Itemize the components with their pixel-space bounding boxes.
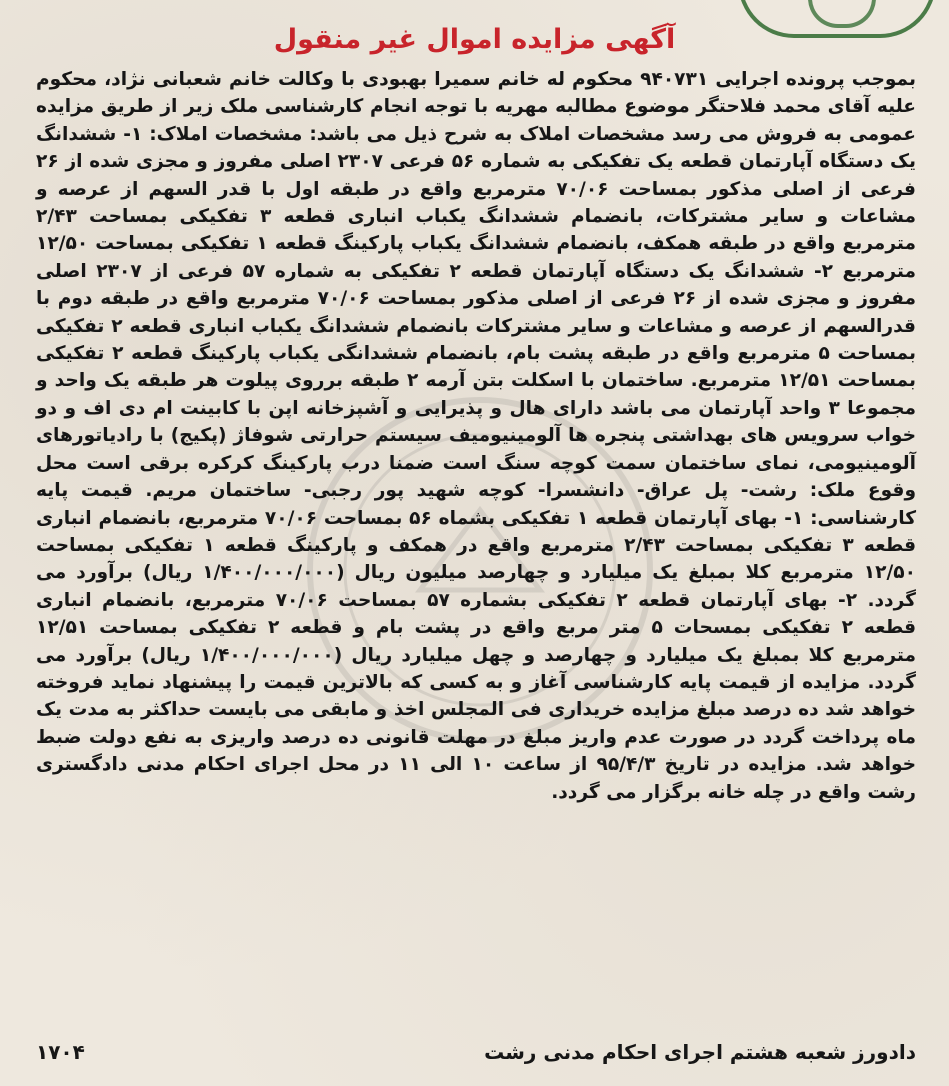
notice-footer bbox=[36, 1034, 916, 1070]
notice-title: آگهی مزایده اموال غیر منقول bbox=[273, 24, 676, 55]
notice-body: بموجب پرونده اجرایی ۹۴۰۷۳۱ محکوم له خانم سمیرا بهبودی با وکالت خانم شعبانی نژاد، محکوم علیه آقای محمد فلاحتگر موضوع مطالبه مهریه با توجه انجام کارشناسی ملک زیر از طریق مزایده عمومی به فروش می رسد مشخصات املاک به شرح ذیل می باشد: مشخصات املاک: ۱- ششدانگ یک دستگاه آپارتمان قطعه یک تفکیکی به شماره ۵۶ فرعی ۲۳۰۷ اصلی مفروز و مجزی شده از ۲۶ فرعی از اصلی مذکور بمساحت ۷۰/۰۶ مترمربع واقع در طبقه اول با قدر السهم از عرصه و مشاعات و سایر مشترکات، بانضمام ششدانگ یکباب انباری قطعه ۳ تفکیکی بمساحت ۲/۴۳ مترمربع واقع در طبقه همکف، بانضمام ششدانگ یکباب پارکینگ قطعه ۱ تفکیکی بمساحت ۱۲/۵۰ مترمربع ۲- ششدانگ یک دستگاه آپارتمان قطعه ۲ تفکیکی به شماره ۵۷ فرعی از ۲۳۰۷ اصلی مفروز و مجزی شده از ۲۶ فرعی از اصلی مذکور بمساحت ۷۰/۰۶ مترمربع واقع در طبقه دوم با قدرالسهم از عرصه و مشاعات و سایر مشترکات بانضمام ششدانگ یکباب انباری قطعه ۲ تفکیکی بمساحت ۵ مترمربع واقع در طبقه پشت بام، بانضمام ششدانگی یکباب پارکینگ قطعه ۲ تفکیکی بمساحت ۱۲/۵۱ مترمربع. ساختمان با اسکلت بتن آرمه ۲ طبقه برروی پیلوت هر طبقه یک واحد و مجموعا ۳ واحد آپارتمان می باشد دارای هال و پذیرایی و آشپزخانه اپن با کابینت ام دی اف و دو خواب سرویس های بهداشتی پنجره ها آلومینیومیف سیستم حرارتی شوفاژ (پکیج) با رادیاتورهای آلومینیومی، نمای ساختمان سمت کوچه سنگ است ضمنا درب پارکینگ کرکره برقی است محل وقوع ملک: رشت- پل عراق- دانشسرا- کوچه شهید پور رجبی- ساختمان مریم. قیمت پایه کارشناسی: ۱- بهای آپارتمان قطعه ۱ تفکیکی بشماه ۵۶ بمساحت ۷۰/۰۶ مترمربع، بانضمام انباری قطعه ۳ تفکیکی بمساحت ۲/۴۳ مترمربع واقع در همکف و پارکینگ قطعه ۱ تفکیکی بمساحت ۱۲/۵۰ مترمربع کلا بمبلغ یک میلیارد و چهارصد میلیون ریال (۱/۴۰۰/۰۰۰/۰۰۰ ریال) برآورد می گردد. ۲- بهای آپارتمان قطعه ۲ تفکیکی بشماره ۵۷ بمساحت ۷۰/۰۶ مترمربع، بانضمام انباری قطعه ۲ تفکیکی بمسحات ۵ متر مربع واقع در پشت بام و قطعه ۲ تفکیکی بمساحت ۱۲/۵۱ مترمربع کلا بمبلغ یک میلیارد و چهارصد و چهل میلیارد ریال (۱/۴۰۰/۰۰۰/۰۰۰ ریال) برآورد می گردد. مزایده از قیمت پایه کارشناسی آغاز و به کسی که بالاترین قیمت را پیشنهاد نماید فروخته خواهد شد ده درصد مبلغ مزایده خریداری فی المجلس اخذ و مابقی می بایست حداکثر به مدت یک ماه پرداخت گردد در صورت عدم واریز مبلغ در مهلت قانونی ده درصد واریزی به نفع دولت ضبط خواهد شد. مزایده در تاریخ ۹۵/۴/۳ از ساعت ۱۰ الی ۱۱ در محل اجرای احکام مدنی دادگستری رشت واقع در چله خانه برگزار می گردد. bbox=[36, 69, 917, 803]
notice-code: ۱۷۰۴ bbox=[36, 1040, 85, 1064]
issuer-signature: دادورز شعبه هشتم اجرای احکام مدنی رشت bbox=[484, 1040, 916, 1064]
